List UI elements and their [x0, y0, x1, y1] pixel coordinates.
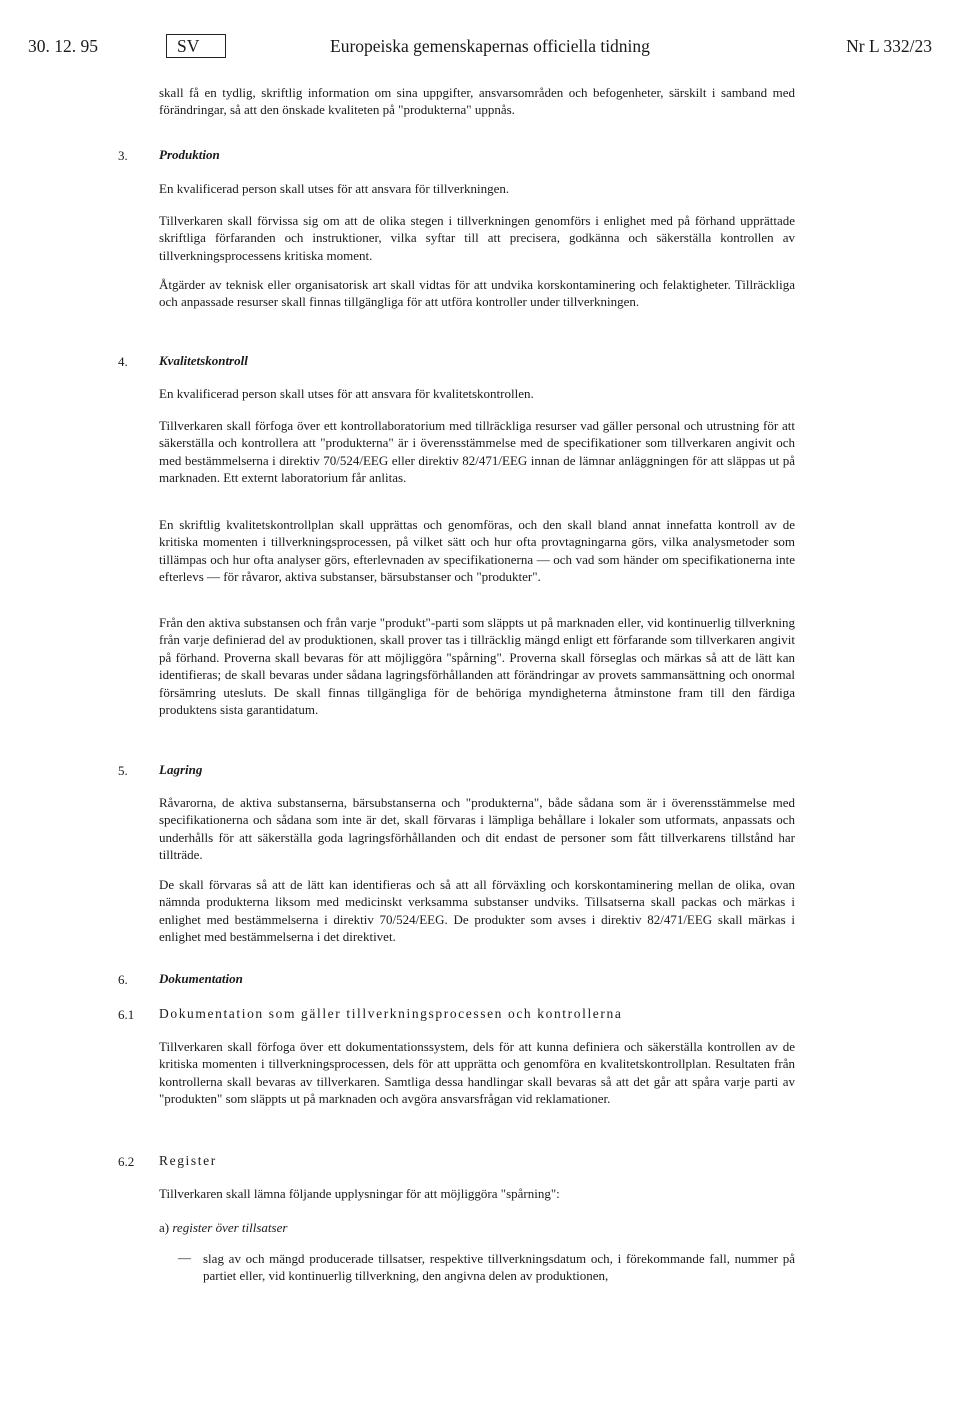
section-5-paragraph-2: De skall förvaras så att de lätt kan identifieras och så att all förväxling och korskontaminering mellan de olika, ovan nämnda produkterna liksom med medicinskt verksamma substanser undviks. Tillsatserna skall packas och märkas i enlighet med bestämmelserna i direktiv 70/524/EEG. De produkter som avses i direktiv 82/471/EEG skall märkas i enlighet med bestämmelserna i det direktivet. — [159, 877, 795, 945]
journal-title: Europeiska gemenskapernas officiella tidning — [330, 36, 650, 56]
section-5-title: Lagring — [159, 762, 203, 777]
section-3-paragraph-1: En kvalificerad person skall utses för att ansvara för tillverkningen. — [159, 181, 510, 196]
section-4-paragraph-3: En skriftlig kvalitetskontrollplan skall upprättas och genomföras, och den skall bland annat innefatta kontroll av de kritiska momenten i tillverkningsprocessen, på vilket sätt och hur ofta provtagningarna görs, vilka analysmetoder som tillämpas och hur ofta analyser görs, efterlevnaden av specifikationerna — och vad som händer om specifikationerna inte efterlevs — för råvaror, aktiva substanser, bärsubstanser och "produkter". — [159, 517, 795, 585]
section-6-2-title: Register — [159, 1153, 217, 1168]
section-4-number: 4. — [118, 354, 128, 369]
section-4-paragraph-1: En kvalificerad person skall utses för att ansvara för kvalitetskontrollen. — [159, 386, 534, 401]
item-a-dash: — — [178, 1250, 191, 1265]
section-4-title: Kvalitetskontroll — [159, 353, 248, 368]
section-6-1-paragraph: Tillverkaren skall förfoga över ett dokumentationssystem, dels för att kunna definiera och säkerställa kontrollen av de kritiska momenten i tillverkningsprocessen, dels för att upprätta och genomföra en kvalitetskontrollplan. Resultaten från kontrollerna skall bevaras av tillverkaren. Samtliga dessa handlingar skall bevaras så att det går att spåra varje parti av "produkten" som släppts ut på marknaden och avgöra ansvarsfrågan vid reklamationer. — [159, 1039, 795, 1107]
section-3-number: 3. — [118, 148, 128, 163]
section-5-paragraph-1: Råvarorna, de aktiva substanserna, bärsubstanserna och "produkterna", både sådana som är i överensstämmelse med specifikationerna och sådana som inte är det, skall förvaras i lämpliga behållare i lokaler som utformats, anpassats och underhålls för att säkerställa goda lagringsförhållanden och dit endast de personer som fått tillverkarens tillstånd har tillträde. — [159, 795, 795, 863]
item-a-title: register över tillsatser — [172, 1220, 288, 1235]
section-6-1-number: 6.1 — [118, 1007, 135, 1022]
item-a-letter: a) — [159, 1220, 170, 1235]
section-6-number: 6. — [118, 972, 128, 987]
language-code-box: SV — [166, 34, 226, 58]
item-a-text: slag av och mängd producerade tillsatser, respektive tillverkningsdatum och, i förekommande fall, nummer på partiet eller, vid kontinuerlig tillverkning, den angivna delen av produktionen, — [203, 1251, 795, 1284]
page-header — [28, 36, 932, 64]
section-4-paragraph-4: Från den aktiva substansen och från varje "produkt"-parti som släppts ut på marknaden eller, vid kontinuerlig tillverkning från varje definierad del av produktionen, skall prover tas i tillräcklig mängd enligt ett förfarande som tillverkaren angivit på förhand. Proverna skall bevaras för att möjliggöra "spårning". Proverna skall förseglas och märkas så att de lätt kan identifieras; de skall bevaras under sådana lagringsförhållanden att förändringar av provets sammansättning och onormal försämring utesluts. De skall finnas tillgängliga för de behöriga myndigheterna åtminstone fram till den färdiga produktens sista garantidatum. — [159, 615, 795, 718]
publication-date: 30. 12. 95 — [28, 36, 98, 56]
section-6-2-paragraph: Tillverkaren skall lämna följande upplysningar för att möjliggöra "spårning": — [159, 1186, 560, 1201]
intro-paragraph: skall få en tydlig, skriftlig information om sina uppgifter, ansvarsområden och befogenheter, särskilt i samband med förändringar, så att den önskade kvaliteten på "produkterna" uppnås. — [159, 85, 795, 118]
section-5-number: 5. — [118, 763, 128, 778]
section-3-title: Produktion — [159, 147, 220, 162]
section-3-paragraph-3: Åtgärder av teknisk eller organisatorisk art skall vidtas för att undvika korskontaminering och felaktigheter. Tillräckliga och anpassade resurser skall finnas tillgängliga för att utföra kontroller under tillverkningen. — [159, 277, 795, 310]
section-6-2-number: 6.2 — [118, 1154, 135, 1169]
section-4-paragraph-2: Tillverkaren skall förfoga över ett kontrollaboratorium med tillräckliga resurser vad gäller personal och utrustning för att säkerställa och kontrollera att "produkterna" är i överensstämmelse med de specifikationer som tillverkaren angivit och med bestämmelserna i direktiv 70/524/EEG eller direktiv 82/471/EEG innan de lämnar anläggningen för att släppas ut på marknaden. Ett externt laboratorium får anlitas. — [159, 418, 795, 486]
item-a-label — [159, 1220, 287, 1236]
section-6-1-title: Dokumentation som gäller tillverkningsprocessen och kontrollerna — [159, 1006, 623, 1021]
page-reference: Nr L 332/23 — [846, 36, 932, 56]
section-3-paragraph-2: Tillverkaren skall förvissa sig om att de olika stegen i tillverkningen genomförs i enlighet med på förhand upprättade skriftliga förfaranden och instruktioner, vilka syftar till att precisera, godkänna och säkerställa kontrollen av tillverkningsprocessens kritiska moment. — [159, 213, 795, 263]
section-6-title: Dokumentation — [159, 971, 243, 986]
